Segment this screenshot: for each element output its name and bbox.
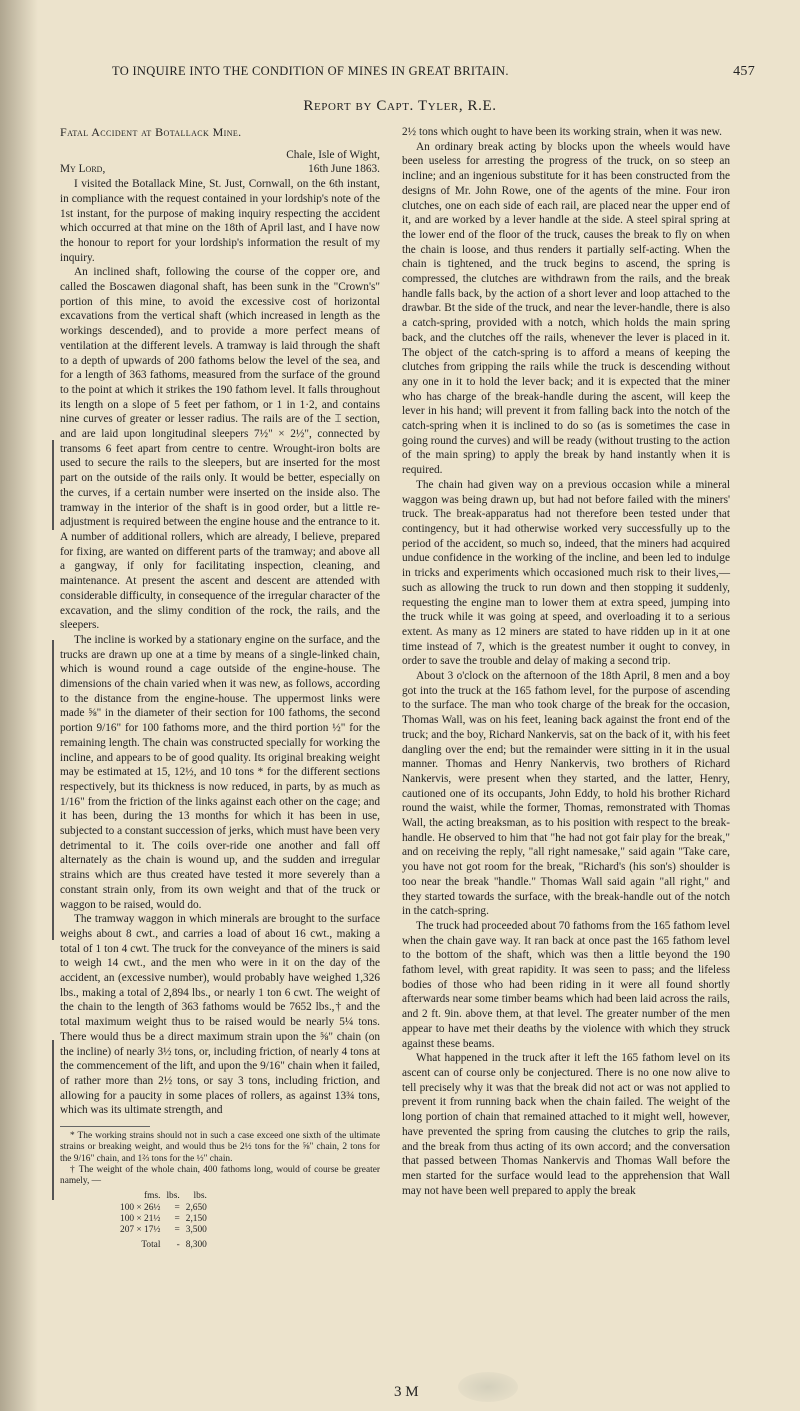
calc-row xyxy=(120,1203,213,1214)
chain-weight-calculation xyxy=(120,1191,380,1251)
paragraph: An ordinary break acting by blocks upon the wheels would have been useless for arresting the progress of the truck, on so steep an incline; and an ingenious substitute for it has been constructed from the designs of Mr. John Rowe, one of the agents of the mine. Four iron clutches, one on each side of each rail, are placed near the upper end of it, and are worked by a lever handle at the side. A steel spiral spring at the lower end of the floor of the truck, causes the break to fly on when the chain is loose, and thus renders it partially self-acting. When the chain is tightened, and the truck begins to ascend, the spring is compressed, the clutches are withdrawn from the rails, and the break handle falls back, by the action of a short lever and loop attached to the drawbar. Bt the side of the truck, and near the lever-handle, there is also a catch-spring, provided with a notch, which holds the main spring back, and the clutches off the rails, whenever the lever is placed in it. The object of the catch-spring is to afford a means of keeping the clutches from gripping the rails while the truck is descending without any one in it to hold the lever back; and it is expected that the miner who has charge of the break-handle during the ascent, will keep the lever in his hand; will prevent it from falling back into the notch of the catch-spring when it is inclined to do so (as is sometimes the case in going round the curves) and will be ready (without trusting to the action of the main spring) to apply the break by hand instantly when it is required. xyxy=(402,140,730,477)
paragraph: I visited the Botallack Mine, St. Just, Cornwall, on the 6th instant, in compliance with the request contained in your lordship's note of the 1st instant, for the purpose of making inquiry respecting the accident which occurred at that mine on the 18th of April last, and I have now the honour to report for your lordship's information the result of my inquiry. xyxy=(60,178,380,264)
left-column xyxy=(60,125,380,1251)
ink-smudge xyxy=(458,1372,518,1402)
paragraph: The chain had given way on a previous occasion while a mineral waggon was being drawn up, but had not before failed with the miners' truck. The break-apparatus had not therefore been tested under that contingency, but it had otherwise worked very successfully up to the period of the accident, so much so, indeed, that the miners had acquired undue confidence in the working of the incline, and been led to indulge in tricks and experiments which occasioned much risk to their lives,—such as allowing the truck to run down and then stopping it suddenly, requesting the engine man to lower them at extra speed, jumping into the truck while it was going at speed, and overloading it to a serious extent. As many as 12 miners are stated to have ridden up in it at one time instead of 7, which is the greatest number it ought to convey, in order to save the trouble and delay of making a second trip. xyxy=(402,478,730,668)
paragraph: About 3 o'clock on the afternoon of the 18th April, 8 men and a boy got into the truck at the 165 fathom level, for the purpose of ascending to the surface. The man who took charge of the break for the occasion, Thomas Wall, was on his feet, leaning back against the front end of the truck; and the boy, Richard Nankervis, sat on the back of it, with his feet dangling over the end; but the remainder were sitting in it in the usual manner. Thomas and Henry Nankervis, two brothers of Richard Nankervis, were present when they started, and the latter, Henry, cautioned one of its occupants, John Eddy, to hold his brother Richard round the waist, while the former, Thomas, remonstrated with Thomas Wall, the acting breaksman, as to his position with respect to the break-handle. He observed to him that "he had not got fair play for the break," and on receiving the reply, "all right namesake," said again "Take care, you have not got room for the break, "Richard's (his son's) shoulder is too near the break "handle." Thomas Wall said again "all right," and they started towards the surface, with the break-handle out of the notch in the catch-spring. xyxy=(402,670,730,918)
margin-mark xyxy=(52,1040,54,1200)
letter-date: 16th June 1863. xyxy=(308,163,380,176)
calc-cell: = xyxy=(174,1225,180,1236)
calc-header-cell: lbs. xyxy=(193,1191,207,1202)
footnote: † The weight of the whole chain, 400 fathoms long, would of course be greater namely, — xyxy=(60,1164,380,1186)
calc-table xyxy=(120,1191,213,1251)
paragraph: The incline is worked by a stationary engine on the surface, and the trucks are drawn up one at a time by means of a single-linked chain, which is wound round a cage outside of the engine-house. The dimensions of the chain varied when it was new, as follows, according to the distance from the engine-house. The uppermost links were made ⅝" in the diameter of their section for 100 fathoms, the second portion 9/16" for 100 fathoms more, and the third portion ½" for the remaining length. The chain was constructed specially for working the incline, and appears to be of good quality. Its original breaking weight may be estimated at 15, 12½, and 10 tons * for the different sections respectively, but its thickness is now reduced, in parts, by as much as 1/16" from the friction of the links against each other on the cage; and it has been, during the 13 months for which it has been in use, subjected to a constant succession of jerks, which must have been very detrimental to it. The coils over-ride one another and fall off alternately as the chain is wound up, and the sudden and irregular strains which are thus created have tested it more severely than a constant strain only, from its own weight and that of the truck or waggon to be raised, would do. xyxy=(60,633,380,911)
calc-cell: = xyxy=(174,1202,180,1213)
calc-total-label: Total xyxy=(141,1239,161,1250)
section-title: Fatal Accident at Botallack Mine. xyxy=(60,125,242,139)
paragraph: What happened in the truck after it left the 165 fathom level on its ascent can of course only be conjectured. There is no one now alive to tell precisely why it was that the break did not act or was not applied to prevent it from running back when the chain failed. The weight of the long portion of chain that remained attached to it might well, however, have prevented the spring from causing the clutches to grip the rails, and the break from thus acting of its own accord; and the conversation that passed between Thomas Nankervis and Thomas Wall before the men started for the surface would lead to the apprehension that Wall may not have been well prepared to apply the break xyxy=(402,1052,730,1197)
page-gutter-shadow xyxy=(0,0,38,1411)
calc-cell: 2,650 xyxy=(185,1202,207,1213)
salutation-line xyxy=(60,162,380,177)
footnote-rule xyxy=(60,1126,150,1127)
calc-cell: = xyxy=(174,1213,180,1224)
margin-mark xyxy=(52,640,54,940)
calc-cell: 207 × 17½ xyxy=(120,1225,161,1236)
margin-mark xyxy=(52,440,54,530)
calc-cell: 100 × 26½ xyxy=(120,1202,161,1213)
right-column xyxy=(402,125,730,1198)
calc-cell: 100 × 21½ xyxy=(120,1213,161,1224)
calc-cell: 3,500 xyxy=(185,1225,207,1236)
running-title: TO INQUIRE INTO THE CONDITION OF MINES IN GREAT BRITAIN. xyxy=(112,64,509,78)
paragraph: An inclined shaft, following the course of the copper ore, and called the Boscawen diagonal shaft, has been sunk in the "Crown's" portion of this mine, to avoid the excessive cost of horizontal excavations from the vertical shaft (which increased in length as the workings descended), and to provide a more perfect means of ventilation at the different levels. A tramway is laid through the shaft to a depth of upwards of 200 fathoms below the level of the sea, and for a length of 363 fathoms, measured from the surface of the ground to the point at which it strikes the 190 fathom level. It falls throughout its length on a slope of 5 feet per fathom, or 1 in 1·2, and contains nine curves of greater or lesser radius. The rails are of the ⌶ section, and are laid upon longitudinal sleepers 7½" × 2½", connected by transoms 6 feet apart from centre to centre. Wrought-iron bolts are used to secure the rails to the sleepers, but are inserted for the most part on the outside of the rails only. It would be better, especially on the curves, if a certain number were inserted on the inside also. The tramway in the interior of the shaft is in good order, but a little re-adjustment is required between the engine house and the entrance to it. A number of additional rollers, which are already, I believe, prepared for fixing, are wanted on different parts of the tramway; and above all a gangway, if only for facilitating inspection, cleaning, and maintenance. At present the ascent and descent are attended with considerable difficulty, in consequence of the irregular character of the excavation, and the slimy condition of the rock, the rails, and the sleepers. xyxy=(60,266,380,632)
calc-cell: - xyxy=(176,1239,180,1250)
calc-row xyxy=(120,1225,213,1236)
footnote: * The working strains should not in such a case exceed one sixth of the ultimate strains or breaking weight, and would thus be 2½ tons for the ⅝" chain, 2 tons for the 9/16" chain, and 1⅔ tons for the ½" chain. xyxy=(60,1131,380,1164)
report-heading: Report by Capt. Tyler, R.E. xyxy=(303,98,497,114)
paragraph: 2½ tons which ought to have been its working strain, when it was new. xyxy=(402,126,722,138)
calc-total-row xyxy=(120,1237,213,1251)
calc-total-value: 8,300 xyxy=(185,1239,207,1250)
page-number: 457 xyxy=(733,64,755,79)
calc-header-cell: fms. xyxy=(144,1191,161,1202)
footnotes xyxy=(60,1131,380,1187)
salutation: My Lord, xyxy=(60,163,106,176)
paragraph: The truck had proceeded about 70 fathoms from the 165 fathom level when the chain gave way. It ran back at once past the 165 fathom level to the bottom of the shaft, which was then a little beyond the 190 fathom level, with great rapidity. It was seen to pass; and the lifeless bodies of those who had been riding in it were all found shortly afterwards near some timber beams which had been laid across the rails, and 2 ft. 9in. above them, at that level. The greater number of the men appear to have met their deaths by the violence with which they struck against these beams. xyxy=(402,919,731,1050)
calc-cell: 2,150 xyxy=(185,1213,207,1224)
paragraph: The tramway waggon in which minerals are brought to the surface weighs about 8 cwt., and carries a load of about 16 cwt., making a total of 1 ton 4 cwt. The truck for the conveyance of the miners is said to weigh 14 cwt., and the men who were in it on the day of the accident, an (excessive number), would probably have weighed 1,326 lbs., making a total of 2,894 lbs., or nearly 1 ton 6 cwt. The weight of the chain to the length of 363 fathoms would be 7652 lbs.,† and the total maximum weight thus to be raised would be nearly 5¼ tons. There would thus be a direct maximum strain upon the ⅝" chain (on the incline) of nearly 3½ tons, or, including friction, of nearly 4 tons at the commencement of the lift, and upon the 9/16" chain when it failed, of rather more than 2½ tons, or say 3 tons, including friction, and allowing for a paucity in some places of rollers, as against 13¾ tons, which was its ultimate strength, and xyxy=(60,913,380,1117)
place-line: Chale, Isle of Wight, xyxy=(286,148,380,161)
calc-header-row xyxy=(120,1191,213,1202)
calc-row xyxy=(120,1214,213,1225)
calc-header-cell: lbs. xyxy=(166,1191,180,1202)
signature-mark: 3 M xyxy=(394,1384,419,1400)
